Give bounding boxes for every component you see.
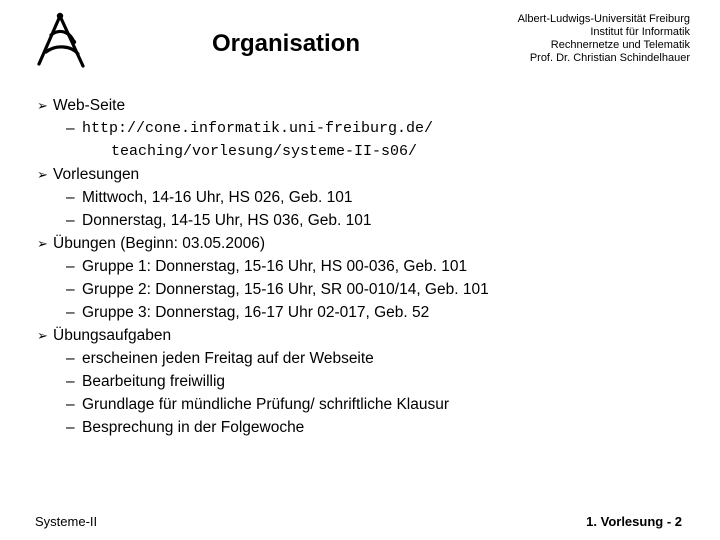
professor-name: Prof. Dr. Christian Schindelhauer <box>529 52 690 64</box>
list-item-text: Mittwoch, 14-16 Uhr, HS 026, Geb. 101 <box>82 189 353 206</box>
footer-page-number: 1. Vorlesung - 2 <box>586 514 682 529</box>
section-heading: Übungen (Beginn: 03.05.2006) <box>53 235 265 252</box>
list-item-text: Grundlage für mündliche Prüfung/ schriftliche Klausur <box>82 396 450 413</box>
arrow-bullet-icon: ➢ <box>37 236 48 251</box>
list-item: – Donnerstag, 14-15 Uhr, HS 036, Geb. 101 <box>37 209 707 232</box>
slide-title: Organisation <box>212 30 361 57</box>
list-item-text: Bearbeitung freiwillig <box>82 373 226 390</box>
university-name: Albert-Ludwigs-Universität Freiburg <box>517 13 690 25</box>
list-item-text: Donnerstag, 14-15 Uhr, HS 036, Geb. 101 <box>82 212 372 229</box>
web-url-link[interactable]: http://cone.informatik.uni-freiburg.de/ <box>82 120 434 137</box>
arrow-bullet-icon: ➢ <box>37 167 48 182</box>
list-item: – Gruppe 2: Donnerstag, 15-16 Uhr, SR 00-010/14, Geb. 101 <box>37 278 707 301</box>
list-item: – Gruppe 1: Donnerstag, 15-16 Uhr, HS 00-036, Geb. 101 <box>37 255 707 278</box>
section-heading: Übungsaufgaben <box>53 327 172 344</box>
department-name: Rechnernetze und Telematik <box>550 39 690 51</box>
section-heading: Vorlesungen <box>53 166 140 183</box>
list-item-text: Gruppe 1: Donnerstag, 15-16 Uhr, HS 00-036, Geb. 101 <box>82 258 468 275</box>
university-logo <box>30 8 90 70</box>
bullet-uebungen <box>37 232 707 255</box>
list-item-text: Gruppe 2: Donnerstag, 15-16 Uhr, SR 00-010/14, Geb. 101 <box>82 281 489 298</box>
bullet-uebungsaufgaben <box>37 324 707 347</box>
bullet-web-seite <box>37 94 707 117</box>
slide-content <box>37 94 707 439</box>
list-item: – Grundlage für mündliche Prüfung/ schriftliche Klausur <box>37 393 707 416</box>
footer-course: Systeme-II <box>35 514 98 529</box>
institution-block <box>518 13 690 65</box>
list-item: – Mittwoch, 14-16 Uhr, HS 026, Geb. 101 <box>37 186 707 209</box>
web-url-link-cont[interactable]: teaching/vorlesung/systeme-II-s06/ <box>111 143 418 160</box>
section-heading: Web-Seite <box>53 97 126 114</box>
arrow-bullet-icon: ➢ <box>37 328 48 343</box>
list-item-text: erscheinen jeden Freitag auf der Webseite <box>82 350 374 367</box>
bullet-vorlesungen <box>37 163 707 186</box>
web-url-line-2[interactable] <box>37 140 707 163</box>
list-item: – Besprechung in der Folgewoche <box>37 416 707 439</box>
list-item-text: Gruppe 3: Donnerstag, 16-17 Uhr 02-017, Geb. 52 <box>82 304 430 321</box>
list-item: – Bearbeitung freiwillig <box>37 370 707 393</box>
institute-name: Institut für Informatik <box>590 26 690 38</box>
list-item-text: Besprechung in der Folgewoche <box>82 419 305 436</box>
arrow-bullet-icon: ➢ <box>37 98 48 113</box>
list-item: – Gruppe 3: Donnerstag, 16-17 Uhr 02-017, Geb. 52 <box>37 301 707 324</box>
list-item: – erscheinen jeden Freitag auf der Webseite <box>37 347 707 370</box>
web-url-line-1[interactable]: – http://cone.informatik.uni-freiburg.de/ <box>37 117 707 140</box>
